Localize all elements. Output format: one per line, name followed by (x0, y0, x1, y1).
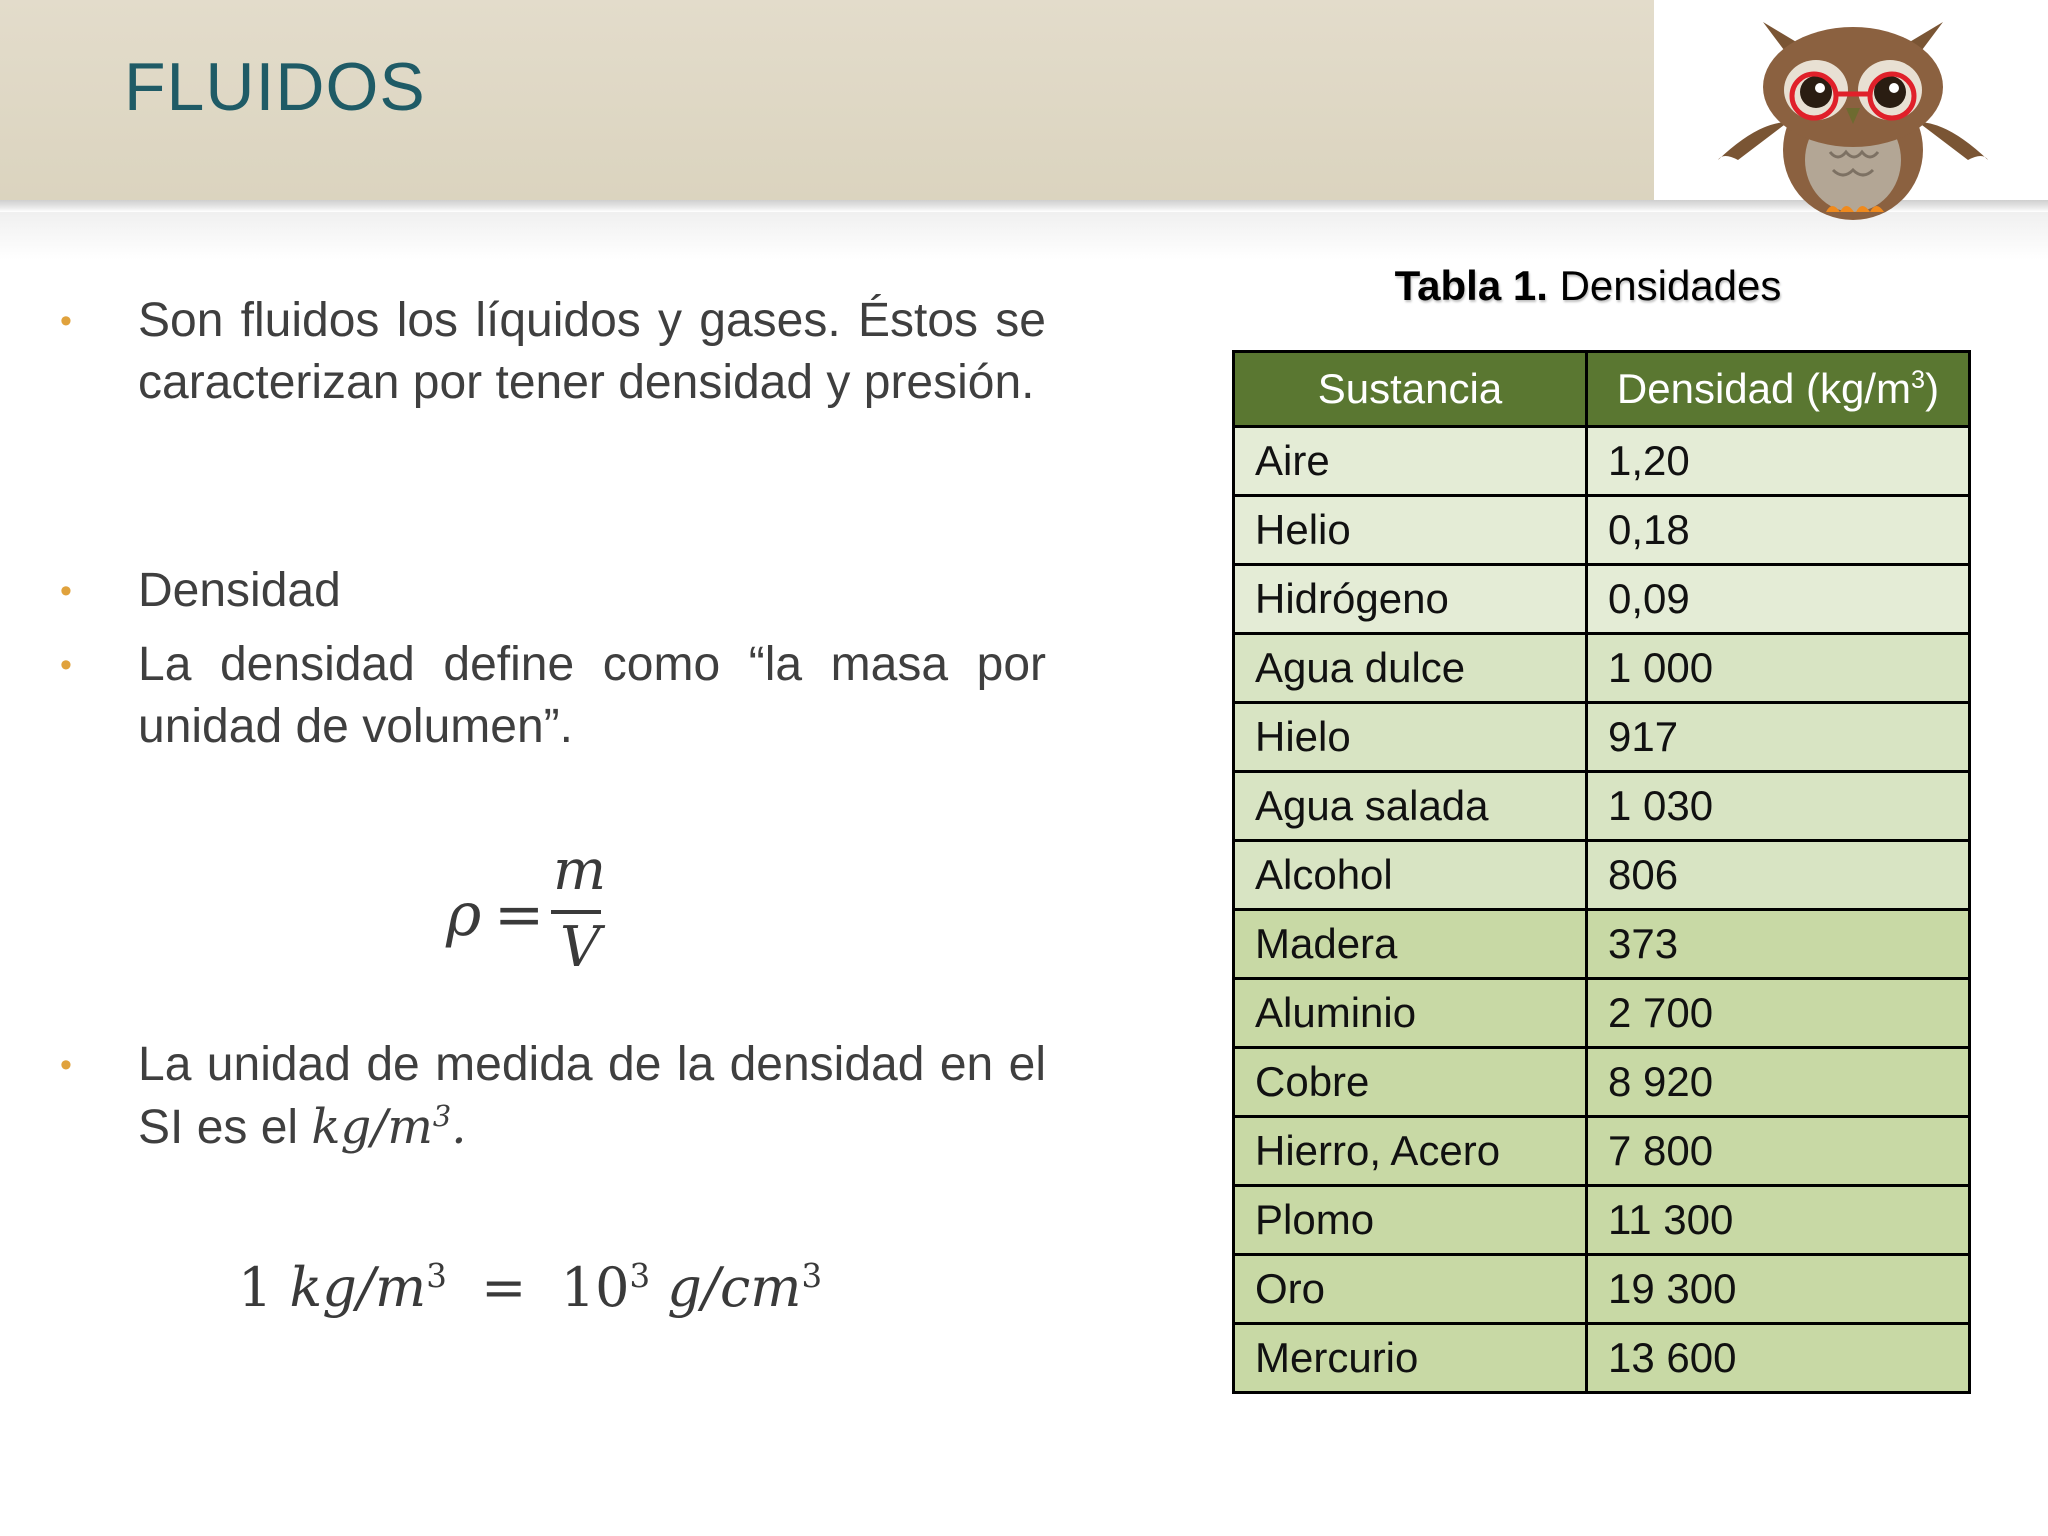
cell-substance: Plomo (1234, 1186, 1587, 1255)
bullet-text: Densidad (138, 564, 341, 617)
table-row (1234, 772, 1970, 841)
formula-denominator: V (560, 915, 601, 980)
unit-inline: $kg/m^3$. (311, 1099, 467, 1155)
cell-density: 19 300 (1587, 1255, 1970, 1324)
table-row (1234, 979, 1970, 1048)
cell-density: 1,20 (1587, 427, 1970, 496)
cell-density: 2 700 (1587, 979, 1970, 1048)
cell-density: 7 800 (1587, 1117, 1970, 1186)
cell-substance: Oro (1234, 1255, 1587, 1324)
formula-equals: = (494, 880, 545, 950)
table-row (1234, 1048, 1970, 1117)
table-row (1234, 703, 1970, 772)
cell-density: 8 920 (1587, 1048, 1970, 1117)
cell-substance: Aire (1234, 427, 1587, 496)
table-row (1234, 565, 1970, 634)
table-header-row (1234, 352, 1970, 427)
cell-substance: Cobre (1234, 1048, 1587, 1117)
formula-numerator: m (553, 838, 607, 903)
bullet-text: Son fluidos los líquidos y gases. Éstos se caracterizan por tener densidad y presión. (138, 294, 1046, 409)
table-row (1234, 427, 1970, 496)
cell-substance: Mercurio (1234, 1324, 1587, 1393)
column-header-density: Densidad $(kg/m^3)$ (1587, 352, 1970, 427)
table-row (1234, 1255, 1970, 1324)
bullet-dot: • (60, 646, 72, 684)
cell-density: 1 000 (1587, 634, 1970, 703)
formula-rho: ρ (446, 880, 482, 950)
cell-density: 13 600 (1587, 1324, 1970, 1393)
cell-density: 917 (1587, 703, 1970, 772)
bullet-dot: • (60, 302, 72, 340)
table-caption: Tabla 1. Densidades (1394, 262, 1782, 309)
cell-density: 11 300 (1587, 1186, 1970, 1255)
cell-density: 806 (1587, 841, 1970, 910)
cell-density: 0,18 (1587, 496, 1970, 565)
bullet-dot: • (60, 1046, 72, 1084)
unit-conversion-formula: 1 $kg/m^3 = 10^3$ $g/cm^3$ (238, 1256, 823, 1319)
cell-substance: Aluminio (1234, 979, 1587, 1048)
cell-substance: Hierro, Acero (1234, 1117, 1587, 1186)
table-row (1234, 1117, 1970, 1186)
table-row (1234, 496, 1970, 565)
cell-density: 1 030 (1587, 772, 1970, 841)
table-row (1234, 1186, 1970, 1255)
cell-substance: Agua dulce (1234, 634, 1587, 703)
page-title: FLUIDOS (124, 49, 426, 125)
cell-substance: Hidrógeno (1234, 565, 1587, 634)
cell-substance: Hielo (1234, 703, 1587, 772)
table-row (1234, 910, 1970, 979)
cell-density: 373 (1587, 910, 1970, 979)
cell-substance: Agua salada (1234, 772, 1587, 841)
bullet-text (138, 1034, 1046, 1159)
bullet-text: La densidad define como “la masa por unidad de volumen”. (138, 638, 1046, 753)
column-header-substance: Sustancia (1234, 352, 1587, 427)
bullet-dot: • (60, 572, 72, 610)
bullet-unit-text: La unidad de medida de la densidad en el SI es el (138, 1038, 1046, 1154)
cell-substance: Madera (1234, 910, 1587, 979)
density-table (1232, 350, 1971, 1394)
cell-substance: Alcohol (1234, 841, 1587, 910)
table-row (1234, 841, 1970, 910)
owl-mascot-icon (1718, 12, 1988, 222)
table-row (1234, 1324, 1970, 1393)
cell-substance: Helio (1234, 496, 1587, 565)
table-row (1234, 634, 1970, 703)
cell-density: 0,09 (1587, 565, 1970, 634)
fraction-bar (551, 910, 601, 914)
